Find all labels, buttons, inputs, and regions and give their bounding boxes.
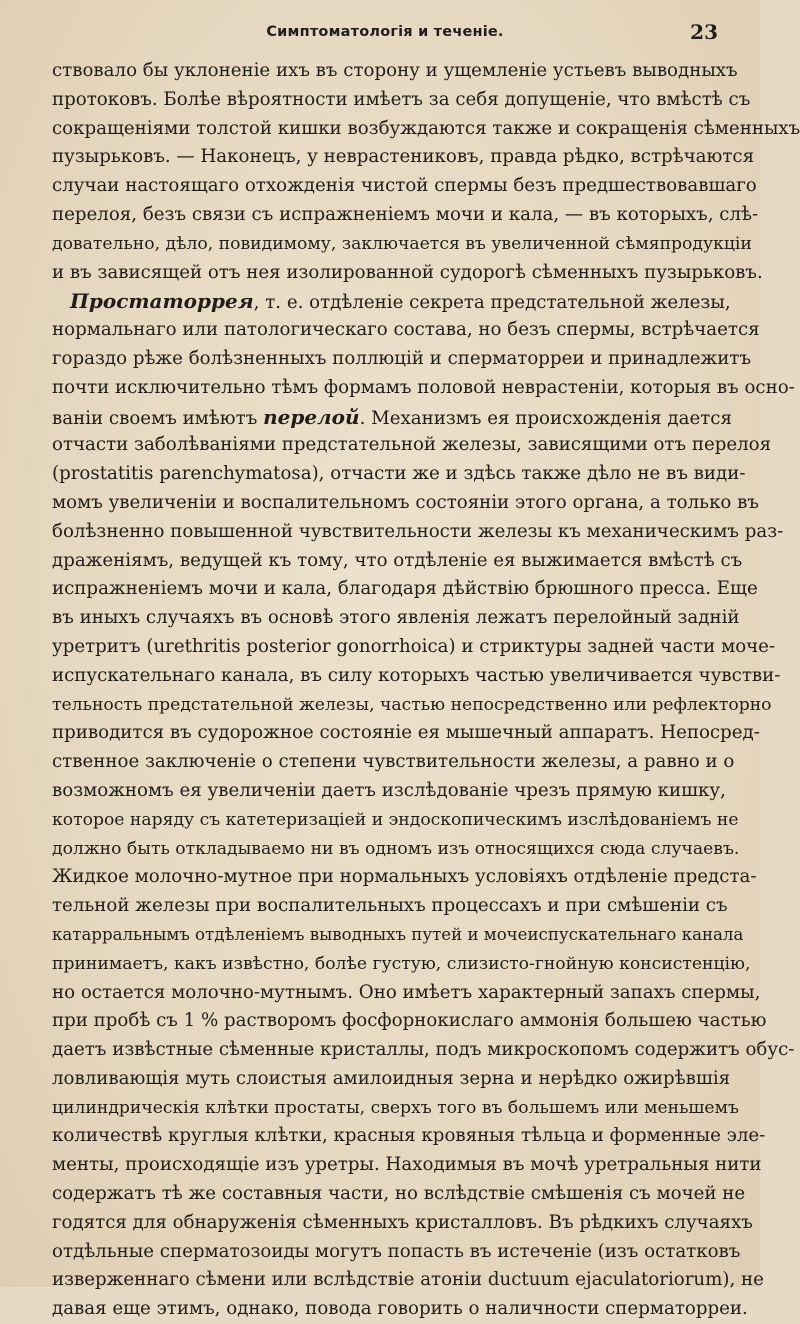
text-line: болѣзненно повышенной чувствительности железы къ механическимъ раз-: [52, 520, 784, 542]
text-line: давая еще этимъ, однако, повода говорить о наличности сперматорреи.: [52, 1298, 748, 1320]
text-line: отдѣльные сперматозоиды могутъ попасть въ истеченіе (изъ остатковъ: [52, 1240, 741, 1262]
text-line: пузырьковъ. — Наконецъ, у неврастениковъ, правда рѣдко, встрѣчаются: [52, 146, 755, 168]
paragraph-prostatorrhea: [52, 287, 795, 1324]
text-line: возможномъ ея увеличеніи даетъ изслѣдованіе чрезъ прямую кишку,: [52, 779, 726, 801]
text-fragment: . Механизмъ ея происхожденія дается: [359, 407, 732, 429]
text-line: отчасти заболѣваніями предстательной железы, зависящими отъ перелоя: [52, 434, 772, 456]
text-line: уретритъ (urethritis posterior gonorrhoica) и стриктуры задней части моче-: [52, 635, 776, 657]
text-line: но остается молочно-мутнымъ. Оно имѣетъ характерный запахъ спермы,: [52, 981, 761, 1003]
text-line: въ иныхъ случаяхъ въ основѣ этого явленія лежатъ перелойный задній: [52, 607, 740, 629]
text-line: которое наряду съ катетеризаціей и эндоскопическимъ изслѣдованіемъ не: [52, 809, 739, 830]
text-line: должно быть откладываемо ни въ одномъ изъ относящихся сюда случаевъ.: [52, 838, 740, 859]
text-line: [52, 403, 732, 432]
running-head: [52, 20, 718, 50]
text-line: протоковъ. Болѣе вѣроятности имѣетъ за себя допущеніе, что вмѣстѣ съ: [52, 88, 751, 110]
paragraph-first-line: [52, 287, 731, 316]
text-line: при пробѣ съ 1 % растворомъ фосфорнокислаго аммонія большею частью: [52, 1010, 767, 1032]
text-line: ственное заключеніе о степени чувствительности железы, а равно и о: [52, 751, 735, 773]
text-fragment: ваніи своемъ имѣютъ: [52, 407, 264, 429]
text-line: довательно, дѣло, повидимому, заключается въ увеличенной сѣмяпродукціи: [52, 233, 752, 254]
text-line: тельность предстательной железы, частью непосредственно или рефлекторно: [52, 694, 772, 715]
text-line: драженіямъ, ведущей къ тому, что отдѣленіе ея выжимается вмѣстѣ съ: [52, 549, 743, 571]
text-line: сокращеніями толстой кишки возбуждаются также и сокращенія сѣменныхъ: [52, 117, 800, 139]
text-line: даетъ извѣстные сѣменные кристаллы, подъ микроскопомъ содержитъ обус-: [52, 1039, 795, 1061]
text-line: момъ увеличеніи и воспалительномъ состояніи этого органа, а только въ: [52, 491, 759, 513]
page-number: 23: [690, 20, 718, 44]
text-line: (prostatitis parenchymatosa), отчасти же и здѣсь также дѣло не въ види-: [52, 463, 746, 485]
text-line: изверженнаго сѣмени или вслѣдствіе атоніи ductuum ejaculatoriorum), не: [52, 1269, 764, 1291]
text-line: тельной железы при воспалительныхъ процессахъ и при смѣшеніи съ: [52, 895, 728, 917]
text-line: и въ зависящей отъ нея изолированной судорогѣ сѣменныхъ пузырьковъ.: [52, 261, 763, 283]
text-line: Жидкое молочно-мутное при нормальныхъ условіяхъ отдѣленіе предста-: [52, 866, 757, 888]
text-line: содержатъ тѣ же составныя части, но вслѣдствіе смѣшенія съ мочей не: [52, 1183, 746, 1205]
text-line: нормальнаго или патологическаго состава, но безъ спермы, встрѣчается: [52, 319, 760, 341]
running-title: Симптоматологія и теченіе.: [266, 24, 504, 40]
text-line: испражненіемъ мочи и кала, благодаря дѣйствію брюшного пресса. Еще: [52, 578, 758, 600]
text-line: ствовало бы уклоненіе ихъ въ сторону и ущемленіе устьевъ выводныхъ: [52, 60, 738, 81]
text-line: принимаетъ, какъ извѣстно, болѣе густую, слизисто-гнойную консистенцію,: [52, 953, 751, 974]
body-text: [52, 57, 800, 1324]
text-line: испускательнаго канала, въ силу которыхъ частью увеличивается чувстви-: [52, 664, 781, 686]
text-line: менты, происходящіе изъ уретры. Находимыя въ мочѣ уретральныя нити: [52, 1154, 762, 1176]
text-line: почти исключительно тѣмъ формамъ половой неврастеніи, которыя въ осно-: [52, 376, 795, 398]
text-line: приводится въ судорожное состояніе ея мышечный аппаратъ. Непосред-: [52, 722, 760, 744]
text-line: количествѣ круглыя клѣтки, красныя кровяныя тѣльца и форменные эле-: [52, 1125, 766, 1147]
text-line: цилиндрическія клѣтки простаты, сверхъ того въ большемъ или меньшемъ: [52, 1097, 739, 1118]
text-line: ловливающія муть слоистыя амилоидныя зерна и нерѣдко ожирѣвшія: [52, 1067, 731, 1089]
text-line: годятся для обнаруженія сѣменныхъ кристалловъ. Въ рѣдкихъ случаяхъ: [52, 1211, 753, 1233]
text-line: случаи настоящаго отхожденія чистой спермы безъ предшествовавшаго: [52, 175, 757, 197]
text-line: катарральнымъ отдѣленіемъ выводныхъ путей и мочеиспускательнаго канала: [52, 924, 744, 944]
text-fragment: , т. е. отдѣленіе секрета предстательной железы,: [253, 292, 731, 314]
paragraph-continuation: [52, 57, 800, 287]
text-line: гораздо рѣже болѣзненныхъ поллюцій и сперматорреи и принадлежитъ: [52, 347, 752, 369]
emphasized-word: перелой: [263, 404, 360, 429]
emphasized-term: Простаторрея: [70, 289, 254, 314]
text-line: перелоя, безъ связи съ испражненіемъ мочи и кала, — въ которыхъ, слѣ-: [52, 203, 759, 225]
